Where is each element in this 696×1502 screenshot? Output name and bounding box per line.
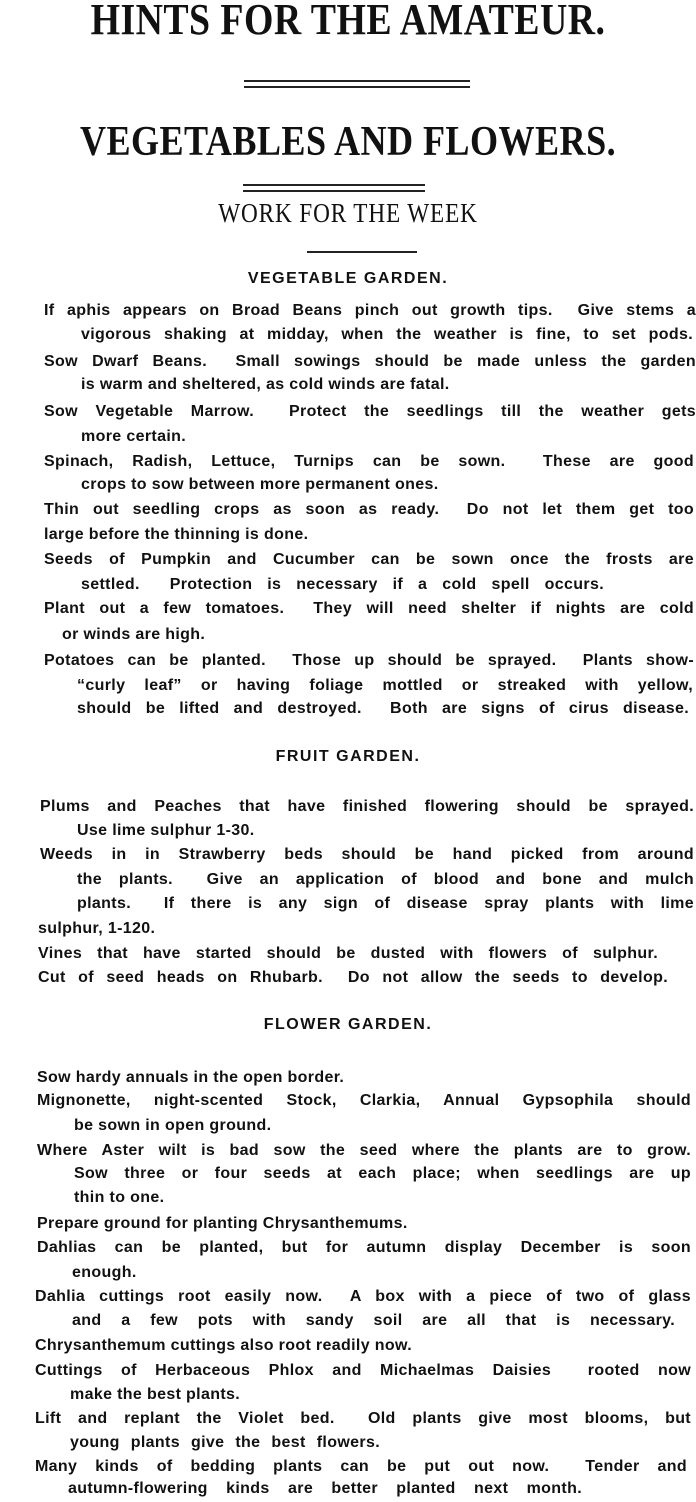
text-line: large before the thinning is done.: [44, 526, 309, 543]
section-heading-fruit: FRUIT GARDEN.: [275, 748, 421, 765]
text-line: crops to sow between more permanent ones.: [81, 476, 439, 493]
text-line: Cut of seed heads on Rhubarb. Do not allow the seeds to develop.: [38, 969, 668, 986]
text-line: make the best plants.: [70, 1386, 241, 1403]
text-line: Use lime sulphur 1-30.: [77, 822, 255, 839]
text-line: autumn-flowering kinds are better planted next month.: [68, 1480, 582, 1497]
text-line: Chrysanthemum cuttings also root readily now.: [35, 1337, 412, 1354]
text-line: plants. If there is any sign of disease spray plants with lime: [77, 895, 694, 912]
text-line: is warm and sheltered, as cold winds are fatal.: [81, 376, 450, 393]
text-line: and a few pots with sandy soil are all that is necessary.: [72, 1312, 675, 1329]
text-line: Plant out a few tomatoes. They will need shelter if nights are cold: [44, 600, 694, 617]
text-line: Sow three or four seeds at each place; when seedlings are up: [74, 1165, 691, 1182]
sub-headline: VEGETABLES AND FLOWERS.: [79, 119, 617, 165]
subheadline-rule-upper: [243, 184, 425, 186]
text-line: vigorous shaking at midday, when the weather is fine, to set pods.: [81, 326, 693, 343]
text-line: Where Aster wilt is bad sow the seed where the plants are to grow.: [37, 1142, 691, 1159]
text-line: Dahlias can be planted, but for autumn display December is soon: [37, 1239, 691, 1256]
text-line: Sow Vegetable Marrow. Protect the seedlings till the weather gets: [44, 403, 696, 420]
text-line: Plums and Peaches that have finished flowering should be sprayed.: [40, 798, 694, 815]
text-line: the plants. Give an application of blood and bone and mulch: [77, 871, 694, 888]
text-line: Weeds in in Strawberry beds should be hand picked from around: [40, 846, 694, 863]
text-line: Seeds of Pumpkin and Cucumber can be sown once the frosts are: [44, 551, 694, 568]
text-line: If aphis appears on Broad Beans pinch out growth tips. Give stems a: [44, 302, 696, 319]
subheadline-rule-lower: [243, 190, 425, 192]
text-line: Cuttings of Herbaceous Phlox and Michaelmas Daisies rooted now: [35, 1362, 691, 1379]
text-line: Thin out seedling crops as soon as ready. Do not let them get too: [44, 501, 694, 518]
text-line: Many kinds of bedding plants can be put out now. Tender and: [35, 1458, 687, 1475]
text-line: Vines that have started should be dusted with flowers of sulphur.: [38, 945, 658, 962]
week-heading: WORK FOR THE WEEK: [218, 198, 478, 228]
text-line: young plants give the best flowers.: [70, 1434, 380, 1451]
headline-rule-lower: [244, 86, 470, 88]
text-line: “curly leaf” or having foliage mottled or streaked with yellow,: [77, 677, 693, 694]
main-headline: HINTS FOR THE AMATEUR.: [90, 0, 606, 44]
text-line: Mignonette, night-scented Stock, Clarkia, Annual Gypsophila should: [37, 1092, 691, 1109]
text-line: Sow Dwarf Beans. Small sowings should be made unless the garden: [44, 353, 696, 370]
text-line: more certain.: [81, 428, 187, 445]
week-rule: [307, 251, 417, 253]
text-line: sulphur, 1-120.: [38, 920, 156, 937]
section-heading-flower: FLOWER GARDEN.: [263, 1016, 433, 1033]
text-line: settled. Protection is necessary if a cold spell occurs.: [81, 576, 604, 593]
text-line: Sow hardy annuals in the open border.: [37, 1069, 345, 1086]
text-line: Dahlia cuttings root easily now. A box with a piece of two of glass: [35, 1288, 691, 1305]
text-line: be sown in open ground.: [74, 1117, 272, 1134]
section-heading-vegetable: VEGETABLE GARDEN.: [247, 270, 449, 287]
text-line: or winds are high.: [62, 626, 206, 643]
text-line: enough.: [72, 1264, 137, 1281]
text-line: Prepare ground for planting Chrysanthemums.: [37, 1215, 408, 1232]
text-line: Lift and replant the Violet bed. Old plants give most blooms, but: [35, 1410, 691, 1427]
text-line: thin to one.: [74, 1189, 165, 1206]
text-line: Potatoes can be planted. Those up should be sprayed. Plants show-: [44, 652, 694, 669]
headline-rule-upper: [244, 80, 470, 82]
text-line: Spinach, Radish, Lettuce, Turnips can be sown. These are good: [44, 453, 694, 470]
text-line: should be lifted and destroyed. Both are signs of cirus disease.: [77, 700, 689, 717]
